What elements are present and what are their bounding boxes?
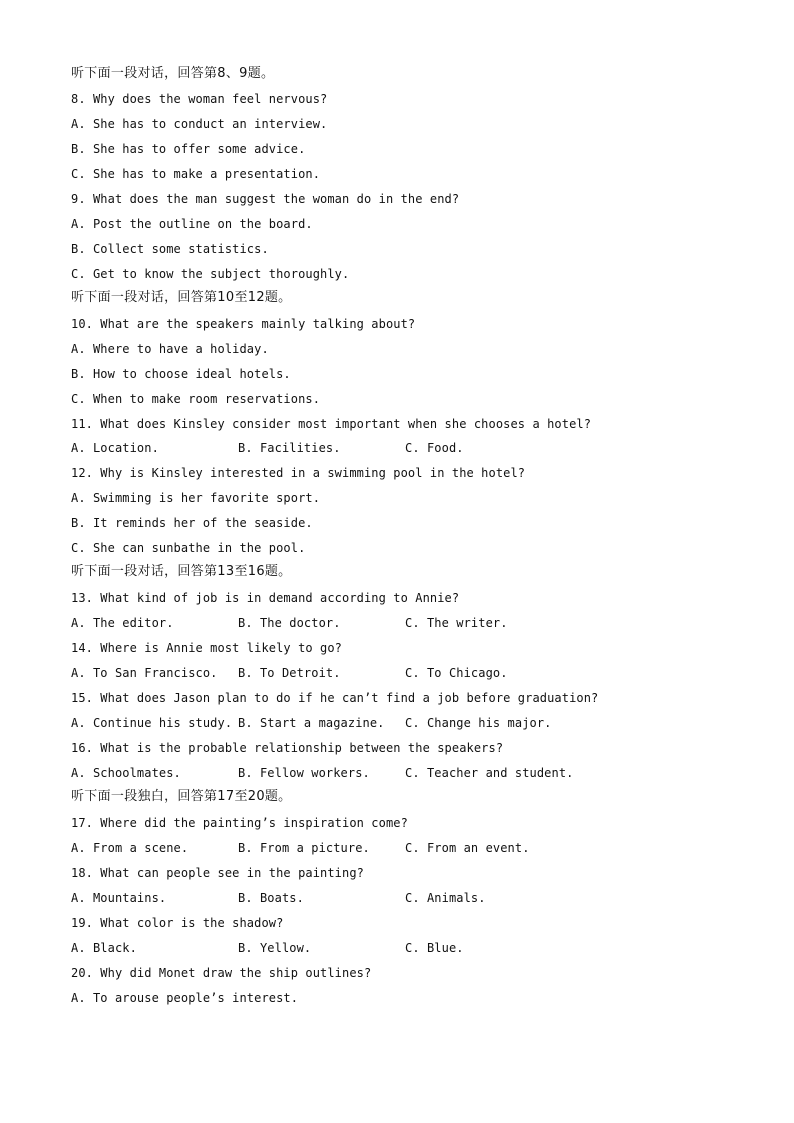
option-17b: B. From a picture.: [238, 841, 370, 855]
question-13: 13. What kind of job is in demand according to Annie?: [71, 591, 460, 605]
option-13a: A. The editor.: [71, 616, 174, 630]
option-12c: C. She can sunbathe in the pool.: [71, 541, 306, 555]
question-9: 9. What does the man suggest the woman do in the end?: [71, 192, 460, 206]
question-16: 16. What is the probable relationship between the speakers?: [71, 741, 504, 755]
option-13b: B. The doctor.: [238, 616, 341, 630]
question-19: 19. What color is the shadow?: [71, 916, 284, 930]
question-8: 8. Why does the woman feel nervous?: [71, 92, 328, 106]
section-heading: 听下面一段对话，回答第10至12题。: [71, 290, 292, 305]
option-15a: A. Continue his study.: [71, 716, 233, 730]
option-14c: C. To Chicago.: [405, 666, 508, 680]
option-17a: A. From a scene.: [71, 841, 189, 855]
option-13c: C. The writer.: [405, 616, 508, 630]
option-19c: C. Blue.: [405, 941, 464, 955]
option-16b: B. Fellow workers.: [238, 766, 370, 780]
option-10c: C. When to make room reservations.: [71, 392, 321, 406]
option-18b: B. Boats.: [238, 891, 304, 905]
question-18: 18. What can people see in the painting?: [71, 866, 364, 880]
question-20: 20. Why did Monet draw the ship outlines?: [71, 966, 372, 980]
option-9c: C. Get to know the subject thoroughly.: [71, 267, 350, 281]
option-11c: C. Food.: [405, 441, 464, 455]
option-9b: B. Collect some statistics.: [71, 242, 269, 256]
question-12: 12. Why is Kinsley interested in a swimming pool in the hotel?: [71, 466, 526, 480]
option-14a: A. To San Francisco.: [71, 666, 218, 680]
option-10b: B. How to choose ideal hotels.: [71, 367, 291, 381]
section-heading: 听下面一段对话，回答第13至16题。: [71, 564, 292, 579]
option-12a: A. Swimming is her favorite sport.: [71, 491, 321, 505]
option-11a: A. Location.: [71, 441, 159, 455]
option-16c: C. Teacher and student.: [405, 766, 574, 780]
question-11: 11. What does Kinsley consider most important when she chooses a hotel?: [71, 417, 592, 431]
option-10a: A. Where to have a holiday.: [71, 342, 269, 356]
option-19a: A. Black.: [71, 941, 137, 955]
option-18c: C. Animals.: [405, 891, 486, 905]
option-9a: A. Post the outline on the board.: [71, 217, 313, 231]
option-19b: B. Yellow.: [238, 941, 312, 955]
option-8c: C. She has to make a presentation.: [71, 167, 321, 181]
option-17c: C. From an event.: [405, 841, 530, 855]
option-18a: A. Mountains.: [71, 891, 167, 905]
option-8a: A. She has to conduct an interview.: [71, 117, 328, 131]
question-14: 14. Where is Annie most likely to go?: [71, 641, 343, 655]
option-20a: A. To arouse people’s interest.: [71, 991, 299, 1005]
option-8b: B. She has to offer some advice.: [71, 142, 306, 156]
section-heading: 听下面一段对话，回答第8、9题。: [71, 66, 275, 81]
question-10: 10. What are the speakers mainly talking about?: [71, 317, 416, 331]
question-17: 17. Where did the painting’s inspiration come?: [71, 816, 408, 830]
option-16a: A. Schoolmates.: [71, 766, 181, 780]
option-11b: B. Facilities.: [238, 441, 341, 455]
option-14b: B. To Detroit.: [238, 666, 341, 680]
option-15b: B. Start a magazine.: [238, 716, 385, 730]
question-15: 15. What does Jason plan to do if he can’t find a job before graduation?: [71, 691, 599, 705]
option-12b: B. It reminds her of the seaside.: [71, 516, 313, 530]
section-heading: 听下面一段独白，回答第17至20题。: [71, 789, 292, 804]
option-15c: C. Change his major.: [405, 716, 552, 730]
